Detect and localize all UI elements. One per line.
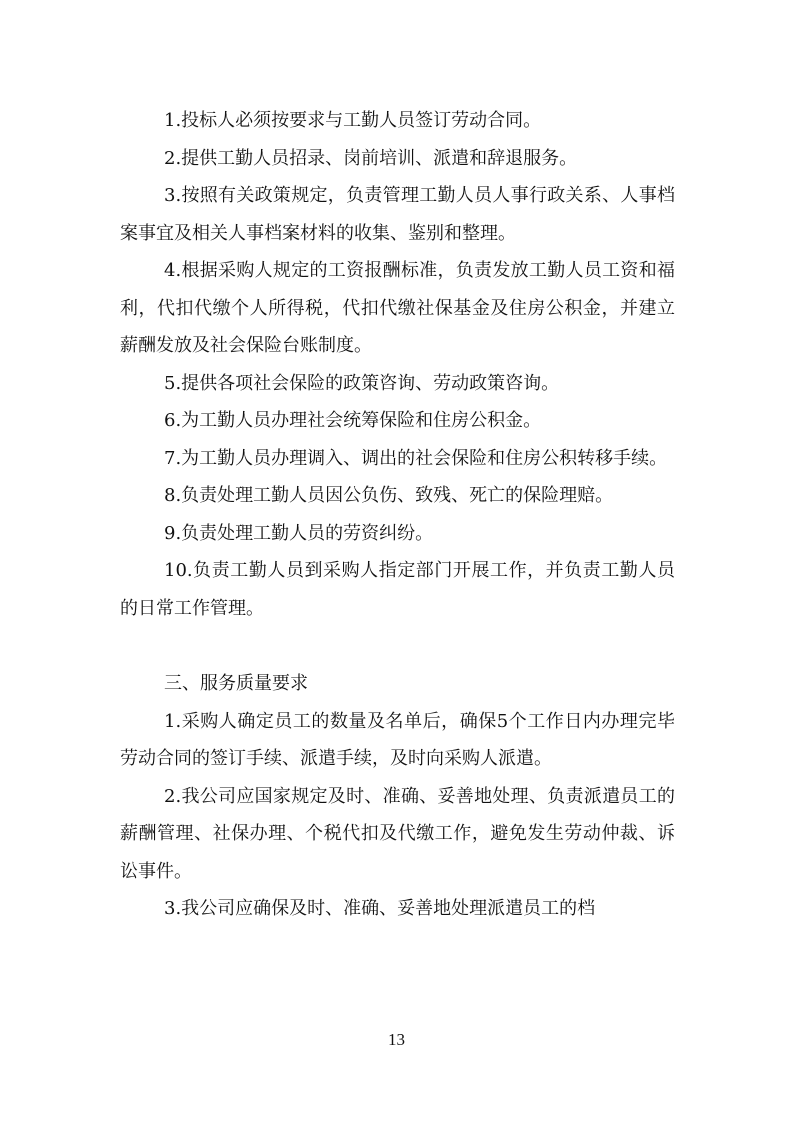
page-number: 13 xyxy=(388,1030,405,1049)
service-item-3: 3.按照有关政策规定，负责管理工勤人员人事行政关系、人事档案事宜及相关人事档案材料的收集、鉴别和整理。 xyxy=(120,185,675,244)
service-item-6: 6.为工勤人员办理社会统筹保险和住房公积金。 xyxy=(164,410,542,431)
service-item-9: 9.负责处理工勤人员的劳资纠纷。 xyxy=(164,522,434,544)
document-body xyxy=(120,102,675,928)
service-item-4: 4.根据采购人规定的工资报酬标准，负责发放工勤人员工资和福利，代扣代缴个人所得税，代扣代缴社保基金及住房公积金，并建立薪酬发放及社会保险台账制度。 xyxy=(120,260,675,356)
service-item-8: 8.负责处理工勤人员因公负伤、致残、死亡的保险理赔。 xyxy=(164,485,614,506)
quality-item-3: 3.我公司应确保及时、准确、妥善地处理派遣员工的档 xyxy=(164,898,596,919)
section-heading: 三、服务质量要求 xyxy=(164,673,308,694)
service-item-1: 1.投标人必须按要求与工勤人员签订劳动合同。 xyxy=(164,110,542,131)
quality-item-1: 1.采购人确定员工的数量及名单后，确保5个工作日内办理完毕劳动合同的签订手续、派遣手续，及时向采购人派遣。 xyxy=(120,710,675,769)
service-item-10: 10.负责工勤人员到采购人指定部门开展工作，并负责工勤人员的日常工作管理。 xyxy=(120,560,675,619)
quality-item-2: 2.我公司应国家规定及时、准确、妥善地处理、负责派遣员工的薪酬管理、社保办理、个税代扣及代缴工作，避免发生劳动仲裁、诉讼事件。 xyxy=(120,785,675,882)
service-item-2: 2.提供工勤人员招录、岗前培训、派遣和辞退服务。 xyxy=(164,147,578,169)
service-item-5: 5.提供各项社会保险的政策咨询、劳动政策咨询。 xyxy=(164,372,560,394)
service-item-7: 7.为工勤人员办理调入、调出的社会保险和住房公积转移手续。 xyxy=(164,447,668,469)
